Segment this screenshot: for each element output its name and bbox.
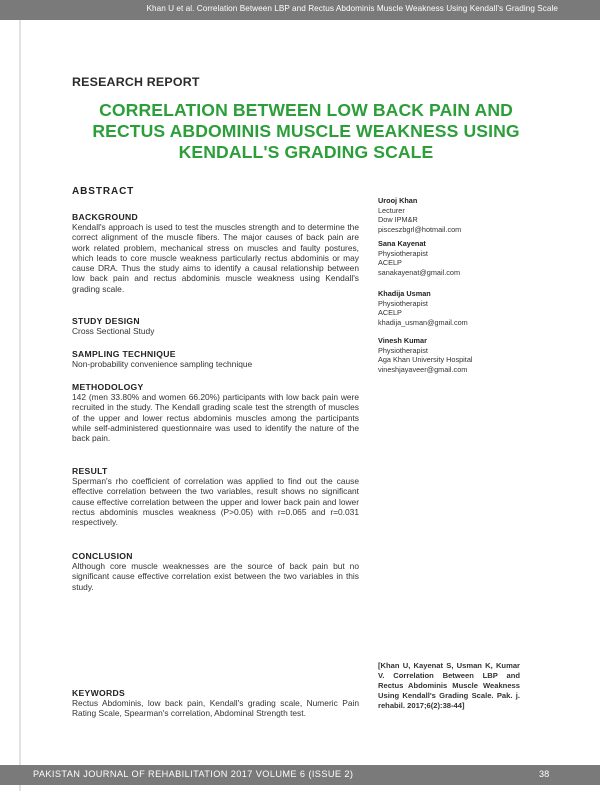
- author-name: Urooj Khan: [378, 196, 418, 205]
- author-email: pisceszbgrl@hotmail.com: [378, 224, 462, 234]
- section-heading: BACKGROUND: [72, 212, 139, 222]
- author-affiliation: ACELP: [378, 258, 402, 268]
- section-text: Although core muscle weaknesses are the source of back pain but no significant cause effective correlation exist between the two variables in this study.: [72, 561, 359, 592]
- section-heading: CONCLUSION: [72, 551, 133, 561]
- author-email: sanakayenat@gmail.com: [378, 267, 461, 277]
- section-heading: SAMPLING TECHNIQUE: [72, 349, 176, 359]
- page-number: 38: [539, 769, 550, 779]
- result-section: [72, 466, 359, 527]
- conclusion-section: [72, 551, 359, 592]
- author-affiliation: Aga Khan University Hospital: [378, 355, 473, 365]
- article-title: CORRELATION BETWEEN LOW BACK PAIN AND RECTUS ABDOMINIS MUSCLE WEAKNESS USING KENDALL'S GRADING SCALE: [92, 100, 520, 162]
- author-email: khadija_usman@gmail.com: [378, 317, 468, 327]
- section-text: 142 (men 33.80% and women 66.20%) participants with low back pain were recruited in the study. The Kendall grading scale test the strength of muscles of the upper and lower rectus abdominis muscles among the participants while self-administered questionnaire was used to identify the nature of the back pain.: [72, 392, 359, 444]
- author-khadija-usman: [378, 289, 548, 327]
- author-role: Physiotherapist: [378, 345, 428, 355]
- methodology-section: [72, 382, 359, 443]
- author-role: Physiotherapist: [378, 248, 428, 258]
- author-vinesh-kumar: [378, 336, 548, 374]
- author-role: Physiotherapist: [378, 298, 428, 308]
- keywords-section: [72, 688, 359, 719]
- left-margin-rule: [19, 20, 21, 791]
- running-head: Khan U et al. Correlation Between LBP and Rectus Abdominis Muscle Weakness Using Kendall's Grading Scale: [146, 4, 558, 13]
- author-sana-kayenat: [378, 239, 548, 277]
- citation: [Khan U, Kayenat S, Usman K, Kumar V. Correlation Between LBP and Rectus Abdominis Muscle Weakness Using Kendall's Grading Scale. Pak. j. rehabil. 2017;6(2):38-44]: [378, 661, 520, 710]
- section-heading: KEYWORDS: [72, 688, 126, 698]
- section-heading: METHODOLOGY: [72, 382, 144, 392]
- section-text: Kendall's approach is used to test the muscles strength and to determine the correct alignment of the muscle fibers. The major causes of back pain are work related problem, mechanical stress on muscles and faulty postures, which leads to core muscle weakness particularly rectus abdominis or may cause DRA. Thus the study aims to identify a causal relationship between low back pain and rectus abdominis muscle weakness using Kendall's grading scale.: [72, 222, 359, 294]
- author-affiliation: ACELP: [378, 308, 402, 318]
- author-name: Khadija Usman: [378, 289, 431, 298]
- author-email: vineshjayaveer@gmail.com: [378, 364, 468, 374]
- section-heading: STUDY DESIGN: [72, 316, 140, 326]
- section-text: Sperman's rho coefficient of correlation was applied to find out the cause effective correlation between the two variables, result shows no significant cause effective correlation between the upper and lower back pain and lower rectus abdominis muscles weakness (P>0.05) with r=0.065 and r=0.031 respectively.: [72, 476, 359, 528]
- journal-footer: PAKISTAN JOURNAL OF REHABILITATION 2017 VOLUME 6 (ISSUE 2): [33, 769, 354, 779]
- running-head-band: [0, 0, 600, 20]
- background-section: [72, 212, 359, 294]
- section-text: Rectus Abdominis, low back pain, Kendall's grading scale, Numeric Pain Rating Scale, Spearman's correlation, Abdominal Strength test.: [72, 698, 359, 719]
- section-text: Non-probability convenience sampling technique: [72, 359, 253, 369]
- sampling-technique-section: [72, 349, 359, 369]
- author-affiliation: Dow IPM&R: [378, 215, 418, 225]
- section-heading: RESULT: [72, 466, 108, 476]
- footer-band: [0, 765, 600, 785]
- section-label: RESEARCH REPORT: [72, 75, 200, 89]
- author-role: Lecturer: [378, 205, 405, 215]
- abstract-heading: ABSTRACT: [72, 186, 135, 197]
- author-name: Sana Kayenat: [378, 239, 426, 248]
- author-name: Vinesh Kumar: [378, 336, 427, 345]
- study-design-section: [72, 316, 359, 336]
- author-urooj-khan: [378, 196, 548, 234]
- section-text: Cross Sectional Study: [72, 326, 155, 336]
